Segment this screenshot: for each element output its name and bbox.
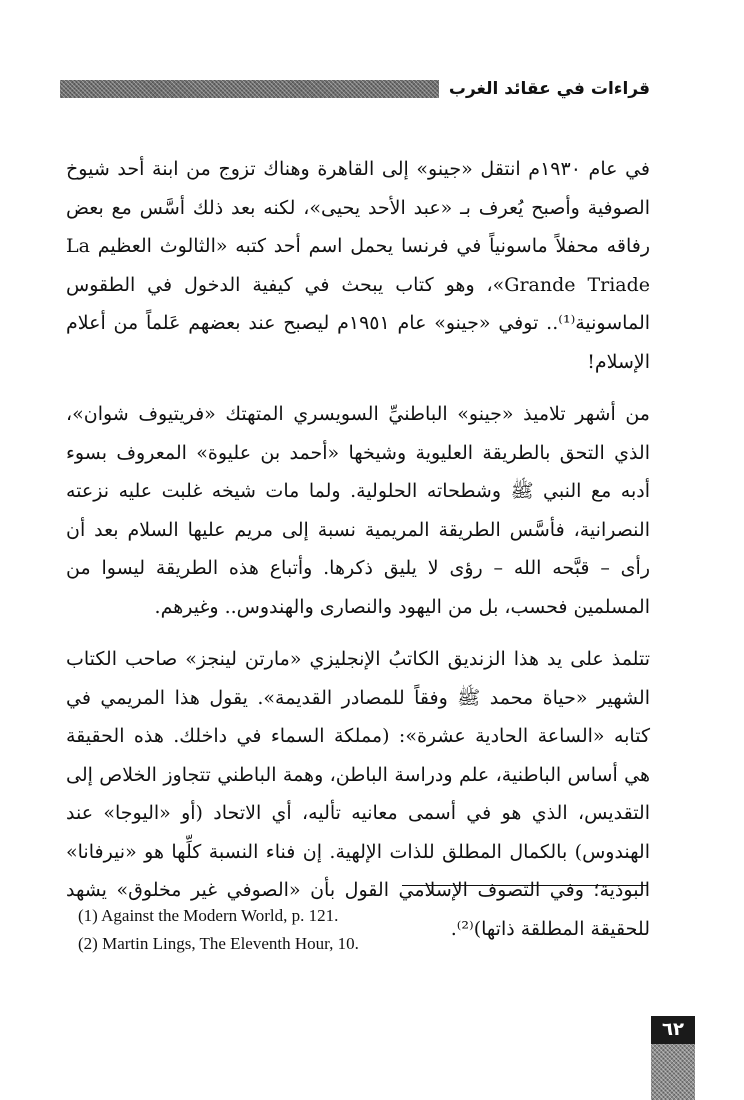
- running-header: [60, 74, 650, 104]
- footnotes: [78, 902, 638, 958]
- paragraph-2: من أشهر تلاميذ «جينو» الباطنيِّ السويسري المتهتك «فريتيوف شوان»، الذي التحق بالطريقة العليوية وشيخها «أحمد بن عليوة» المعروف بسوء أدبه مع النبي ﷺ وشطحاته الحلولية. ولما مات شيخه غلبت عليه نزعته النصرانية، فأسَّس الطريقة المريمية نسبة إلى مريم عليها السلام بعد أن رأى – قبَّحه الله – رؤى لا يليق ذكرها. وأتباع هذه الطريقة ليسوا من المسلمين فحسب، بل من اليهود والنصارى والهندوس.. وغيرهم.: [66, 403, 650, 618]
- header-decorative-bar: [60, 80, 439, 98]
- running-header-title: قراءات في عقائد الغرب: [448, 79, 650, 99]
- footnote-2: (2) Martin Lings, The Eleventh Hour, 10.: [78, 934, 359, 953]
- page-number: ٦٢: [651, 1016, 695, 1044]
- footnote-1: (1) Against the Modern World, p. 121.: [78, 906, 339, 925]
- page-number-decorative-pattern: [651, 1044, 695, 1100]
- page-number-tab: [651, 1016, 695, 1100]
- paragraph-1: في عام ١٩٣٠م انتقل «جينو» إلى القاهرة وهناك تزوج من ابنة أحد شيوخ الصوفية وأصبح يُعرف بـ «عبد الأحد يحيى»، لكنه بعد ذلك أسَّس مع بعض رفاقه محفلاً ماسونياً في فرنسا يحمل اسم أحد كتبه «الثالوث العظيم La Grande Triade»، وهو كتاب يبحث في كيفية الدخول في الطقوس الماسونية⁽¹⁾.. توفي «جينو» عام ١٩٥١م ليصبح عند بعضهم عَلماً من أعلام الإسلام!: [66, 158, 651, 373]
- main-text: [66, 150, 650, 962]
- paragraph-3: تتلمذ على يد هذا الزنديق الكاتبُ الإنجليزي «مارتن لينجز» صاحب الكتاب الشهير «حياة محمد ﷺ وفقاً للمصادر القديمة». يقول هذا المريمي في كتابه «الساعة الحادية عشرة»: (مملكة السماء في داخلك. هذه الحقيقة هي أساس الباطنية، علم ودراسة الباطن، وهمة الباطني تتجاوز الخلاص إلى التقديس، الذي هو في أسمى معانيه تأليه، أي الاتحاد (أو «اليوجا» عند الهندوس) بالكمال المطلق للذات الإلهية. إن فناء النسبة كلِّها هو «نيرفانا» البوذية؛ وفي التصوف الإسلامي القول بأن «الصوفي غير مخلوق» يشهد للحقيقة المطلقة ذاتها)⁽²⁾.: [66, 648, 650, 940]
- footnote-divider: [402, 885, 648, 886]
